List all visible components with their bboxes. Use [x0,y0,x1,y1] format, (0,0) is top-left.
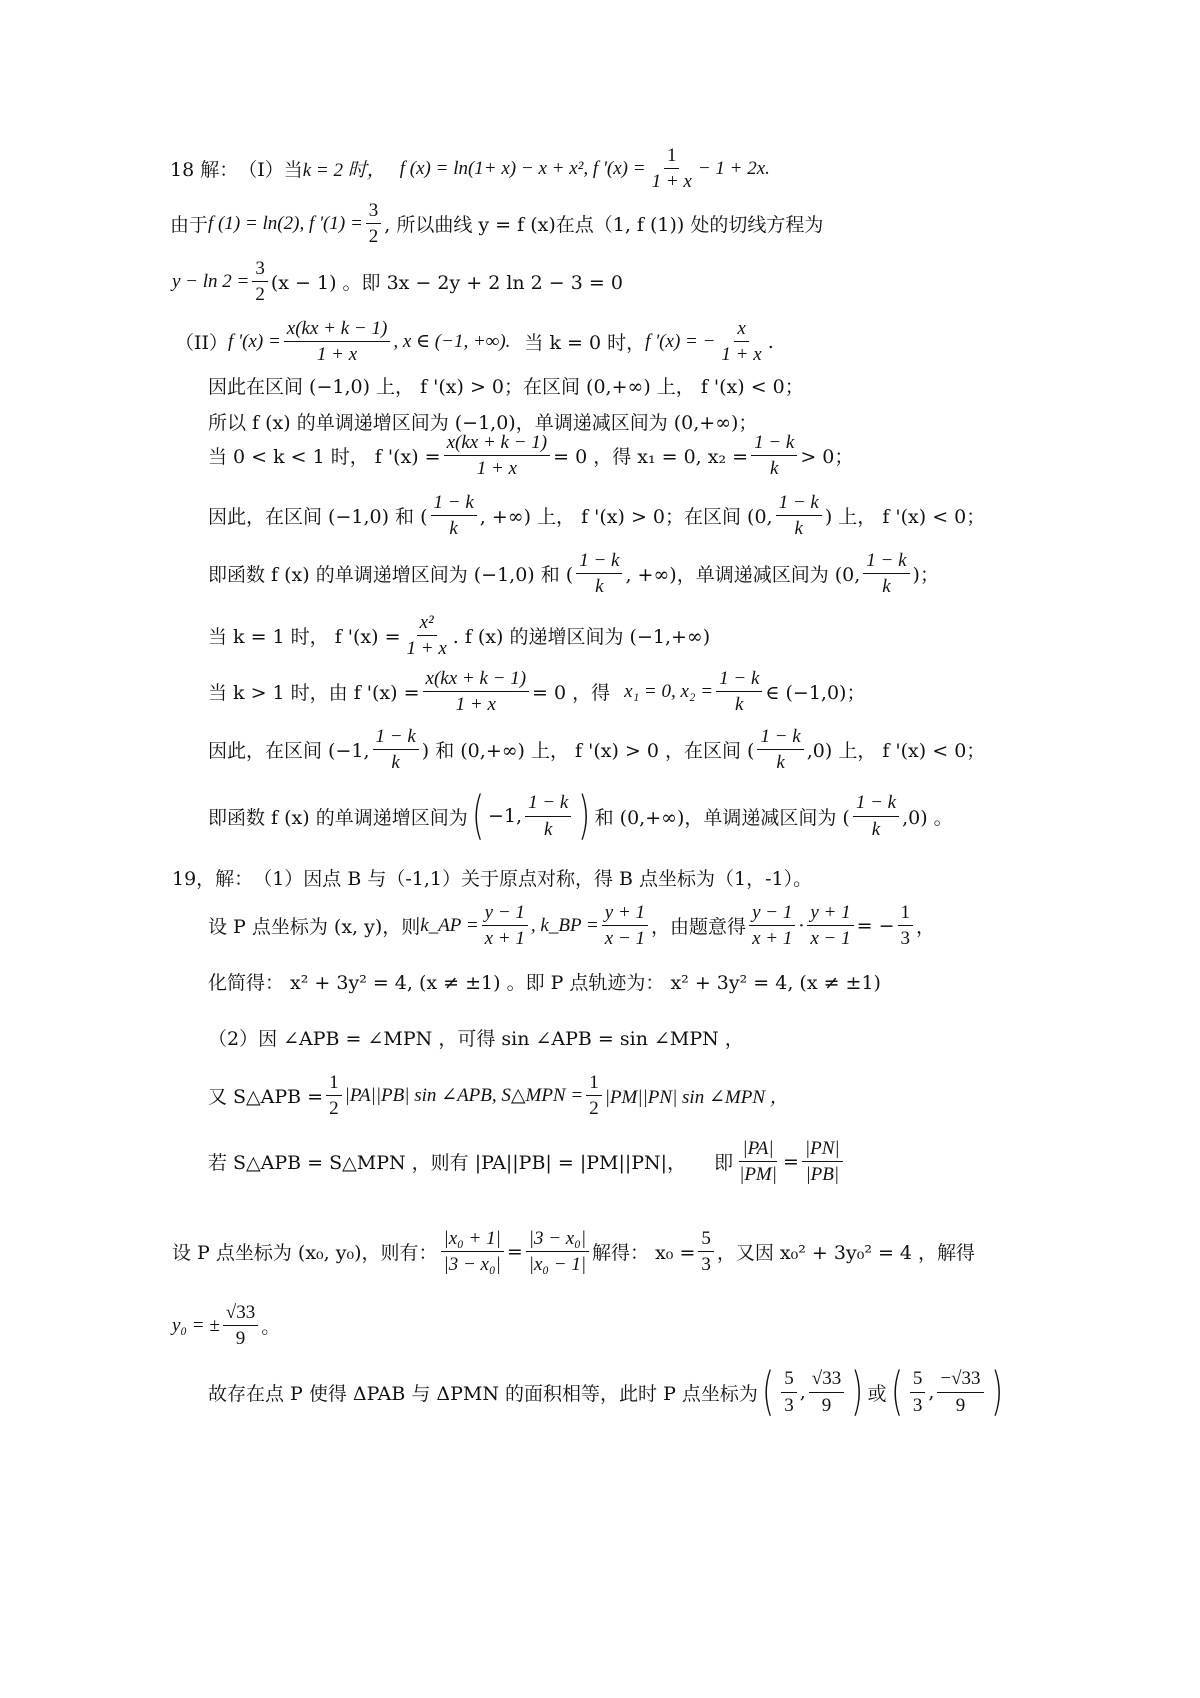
q18-line-10 [208,612,1200,660]
q19-l4: （2）因 ∠APB = ∠MPN ，可得 sin ∠APB = sin ∠MPN ， [208,1028,744,1050]
q18-l13-inner: −1, [488,805,523,827]
q18-l7-frac: $\frac{x(kx + k - 1)}{1 + x}$ [444,432,551,480]
q18-l11-pre: 当 k > 1 时，由 f '(x) = [208,682,420,705]
q19-l5-pre: 又 S△APB = [208,1086,324,1109]
q19-l2-frac5: $\frac{1}{3}$ [898,902,914,950]
right-paren: ) [578,786,591,846]
q19-l8-pre: y₀ = ± [172,1314,220,1336]
q19-l2-end: ， [916,916,936,939]
q19-line-4 [208,1024,1200,1051]
q18-l4-when: 当 k = 0 时， [524,332,646,355]
q19-l9-frac1: $\frac{5}{3}$ [781,1368,797,1416]
q19-l1: （1）因点 B 与（-1,1）关于原点对称，得 B 点坐标为（1，-1）。 [253,868,813,890]
q19-l2-frac1: $\frac{y - 1}{x + 1}$ [482,902,528,950]
q19-l9-frac3: $\frac{5}{3}$ [910,1368,926,1416]
q19-l3: 化简得： x² + 3y² = 4, (x ≠ ±1) 。即 P 点轨迹为： x² + 3y² = 4, (x ≠ ±1) [208,972,881,994]
q19-l6-frac2: $\frac{|PN|}{|PB|}$ [802,1138,843,1186]
q19-l7-post: ，又因 x₀² + 3y₀² = 4 ，解得 [716,1242,976,1265]
q19-line-3 [208,968,1200,995]
q18-l8-frac2: $\frac{1 - k}{k}$ [776,492,822,540]
right-paren: ) [851,1362,864,1422]
q19-line-8 [172,1302,1200,1350]
q18-l8-mid: , +∞) 上， f '(x) > 0；在区间 (0, [479,506,773,529]
q18-l7-frac2: $\frac{1 - k}{k}$ [751,432,797,480]
q18-l3-frac: $\frac{3}{2}$ [252,258,268,306]
q19-l9-frac2: $\frac{√33}{9}$ [809,1368,844,1416]
q18-l3-pre: y − ln 2 = [172,270,250,292]
q19-l6-frac1: $\frac{|PA|}{|PM|}$ [739,1138,777,1186]
q19-number: 19，解： [172,868,254,890]
q18-l1-tail: − 1 + 2x. [697,157,770,179]
q18-line-13 [208,786,1200,846]
q19-l2-frac2: $\frac{y + 1}{x - 1}$ [602,902,648,950]
q18-l5: 因此在区间 (−1,0) 上， f '(x) > 0；在区间 (0,+∞) 上， f '(x) < 0； [208,376,804,398]
q18-l12-frac2: $\frac{1 - k}{k}$ [757,726,803,774]
q18-line-5 [208,372,1200,399]
q18-l4-dom: , x ∈ (−1, +∞). [393,331,511,353]
q19-l2-kap: k_AP = [420,914,479,936]
q19-line-2: 设 P 点坐标为 (x, y)，则 k_AP = $\frac{y - 1}{x + 1}$ , k_BP = $\frac{y + 1}{x - 1}$ ，由题意得 $\frac{y - 1}{x + 1}$ · $\frac{y + 1}{x - 1}$ = − $\frac{1}{3}$ ， [208,902,936,950]
q19-l7-frac1: $\frac{\text{|x₀ + 1|}}{\text{|3 − x₀|}}$ [441,1228,504,1276]
q18-l10-pre: 当 k = 1 时， f '(x) = [208,626,401,649]
left-paren: ( [761,1362,775,1422]
q18-line-3 [172,258,1200,306]
q18-line-2 [170,200,1200,248]
q19-l9-or: 或 [867,1382,887,1405]
q18-l9-frac2: $\frac{1 - k}{k}$ [863,550,909,598]
q19-line-9: 故存在点 P 使得 ΔPAB 与 ΔPMN 的面积相等，此时 P 点坐标为 ( $\frac{5}{3}$ , $\frac{√33}{9}$ ) 或 ( $\frac{5}{3}$ , $\frac{-√33}{9}$ ) [208,1362,1003,1422]
q18-l8-frac: $\frac{1 - k}{k}$ [431,492,477,540]
q19-l8-frac: $\frac{√33}{9}$ [223,1302,258,1350]
q19-line-7: 设 P 点坐标为 (x₀, y₀)，则有： $\frac{\text{|x₀ + 1|}}{\text{|3 − x₀|}}$ = $\frac{\text{|3 − x₀|}}{\text{|x₀ − 1|}}$ 解得： x₀ = $\frac{5}{3}$ ，又因 x₀² + 3y₀² = 4 ，解得 [172,1228,976,1276]
left-paren: ( [890,1362,903,1422]
q19-l9-frac4: $\frac{-√33}{9}$ [937,1368,983,1416]
q18-l4-frac2: $\frac{x}{1 + x}$ [721,318,762,366]
q18-l13-pre: 即函数 f (x) 的单调递增区间为 [208,806,468,829]
left-paren: ( [471,786,484,846]
q19-l6-mid: 即 [714,1152,734,1175]
q18-l2-frac: $\frac{3}{2}$ [366,200,382,248]
q18-l11-x: x₁ = 0, x₂ = [624,680,714,702]
q19-l8-post: 。 [261,1316,281,1339]
q19-l5-mid: |PA||PB| sin ∠APB, S△MPN = [344,1085,584,1107]
q18-l9-post: )； [912,564,939,587]
q18-l13-frac: $\frac{1 - k}{k}$ [525,792,571,840]
q18-l12-pre: 因此，在区间 (−1, [208,740,370,763]
q18-l3-post: (x − 1) 。即 3x − 2y + 2 ln 2 − 3 = 0 [270,272,623,295]
q18-l1-fx: f (x) = ln(1+ x) − x + x², f '(x) = [399,157,646,179]
q18-l1-cond: k = 2 时， [302,160,386,182]
q18-l9-mid: , +∞)，单调递减区间为 (0, [625,564,861,587]
q18-l13-post: ,0) 。 [902,806,953,829]
q19-l6-pre: 若 S△APB = S△MPN ，则有 |PA||PB| = |PM||PN|， [208,1152,687,1175]
q18-l4-frac: $\frac{x(kx + k - 1)}{1 + x}$ [284,318,391,366]
q18-l11-frac: $\frac{x(kx + k - 1)}{1 + x}$ [423,668,530,716]
right-paren: ) [990,1362,1003,1422]
q18-l2-post: , 所以曲线 y = f (x)在点（1, f (1)) 处的切线方程为 [384,214,824,237]
q19-l5-post: |PM||PN| sin ∠MPN ， [604,1087,789,1109]
q18-l2-math: f (1) = ln(2), f '(1) = [208,212,363,234]
q18-line-8 [208,492,1200,540]
q18-l8-post: ) 上， f '(x) < 0； [824,506,986,529]
q18-l1-frac: $\frac{1}{1 + x}$ [651,145,692,193]
q18-l7-mid: = 0 ，得 x₁ = 0, x₂ = [553,446,749,469]
q19-l2-mid: ，由题意得 [651,916,747,939]
q18-l11-post: ∈ (−1,0)； [765,682,866,705]
q19-l2-pre: 设 P 点坐标为 (x, y)，则 [208,916,421,939]
q19-l7-pre: 设 P 点坐标为 (x₀, y₀)，则有： [172,1242,438,1265]
q18-l12-frac: $\frac{1 - k}{k}$ [373,726,419,774]
q18-l10-frac: $\frac{\text{x²}}{1 + x}$ [406,612,447,660]
q18-line-11 [208,668,1200,716]
q19-line-5 [208,1072,1200,1120]
q18-l13-mid: 和 (0,+∞)，单调递减区间为 ( [594,806,850,829]
q18-l7-pre: 当 0 < k < 1 时， f '(x) = [208,446,441,469]
q18-l12-post: ,0) 上， f '(x) < 0； [806,740,986,763]
q18-l9-frac: $\frac{1 - k}{k}$ [576,550,622,598]
q18-l11-frac2: $\frac{1 - k}{k}$ [716,668,762,716]
q18-l12-mid: ) 和 (0,+∞) 上， f '(x) > 0 ，在区间 ( [421,740,755,763]
q18-l6: 所以 f (x) 的单调递增区间为 (−1,0)，单调递减区间为 (0,+∞)； [208,412,758,434]
q18-l13-frac2: $\frac{1 - k}{k}$ [853,792,899,840]
q18-number: 18 解： [170,159,239,182]
q18-line-4: （II） f '(x) = $\frac{x(kx + k - 1)}{1 + x}$ , x ∈ (−1, +∞). 当 k = 0 时， f '(x) = − $\frac{x}{1 + x}$ . [175,318,774,366]
q18-l8-pre: 因此，在区间 (−1,0) 和 ( [208,506,428,529]
q18-part-ii-label: （II） [175,332,229,355]
q18-part-i-label: （I）当 [238,159,303,182]
q18-line-12 [208,726,1200,774]
q18-l2-pre: 由于 [170,214,209,237]
q18-line-9 [208,550,1200,598]
q19-l5-frac1: $\frac{1}{2}$ [326,1072,342,1120]
q19-line-1 [172,864,1200,891]
q18-line-6 [208,408,1200,435]
q19-l7-mid: 解得： x₀ = [592,1242,696,1265]
q18-l7-post: > 0； [800,446,854,469]
q19-l2-frac4: $\frac{y + 1}{x - 1}$ [807,902,853,950]
q18-l10-post: . f (x) 的递增区间为 (−1,+∞) [452,626,711,649]
q19-l2-post: = − [856,914,895,937]
q19-l7-frac3: $\frac{5}{3}$ [698,1228,714,1276]
q19-l9-pre: 故存在点 P 使得 ΔPAB 与 ΔPMN 的面积相等，此时 P 点坐标为 [208,1382,758,1405]
q18-l4-fp2: f '(x) = − [645,330,716,352]
q18-l11-mid: = 0 ，得 [532,682,611,705]
q19-l2-frac3: $\frac{y - 1}{x + 1}$ [749,902,795,950]
q18-line-1 [170,145,1200,193]
q19-line-6: 若 S△APB = S△MPN ，则有 |PA||PB| = |PM||PN|， 即 $\frac{|PA|}{|PM|}$ = $\frac{|PN|}{|PB|}$ [208,1138,1200,1186]
q19-l7-frac2: $\frac{\text{|3 − x₀|}}{\text{|x₀ − 1|}}$ [526,1228,589,1276]
q19-l5-frac2: $\frac{1}{2}$ [586,1072,602,1120]
q18-line-7 [208,432,1200,480]
q18-l4-fp: f '(x) = [228,330,281,352]
q18-l9-pre: 即函数 f (x) 的单调递增区间为 (−1,0) 和 ( [208,564,574,587]
q19-l2-kbp: , k_BP = [530,914,599,936]
